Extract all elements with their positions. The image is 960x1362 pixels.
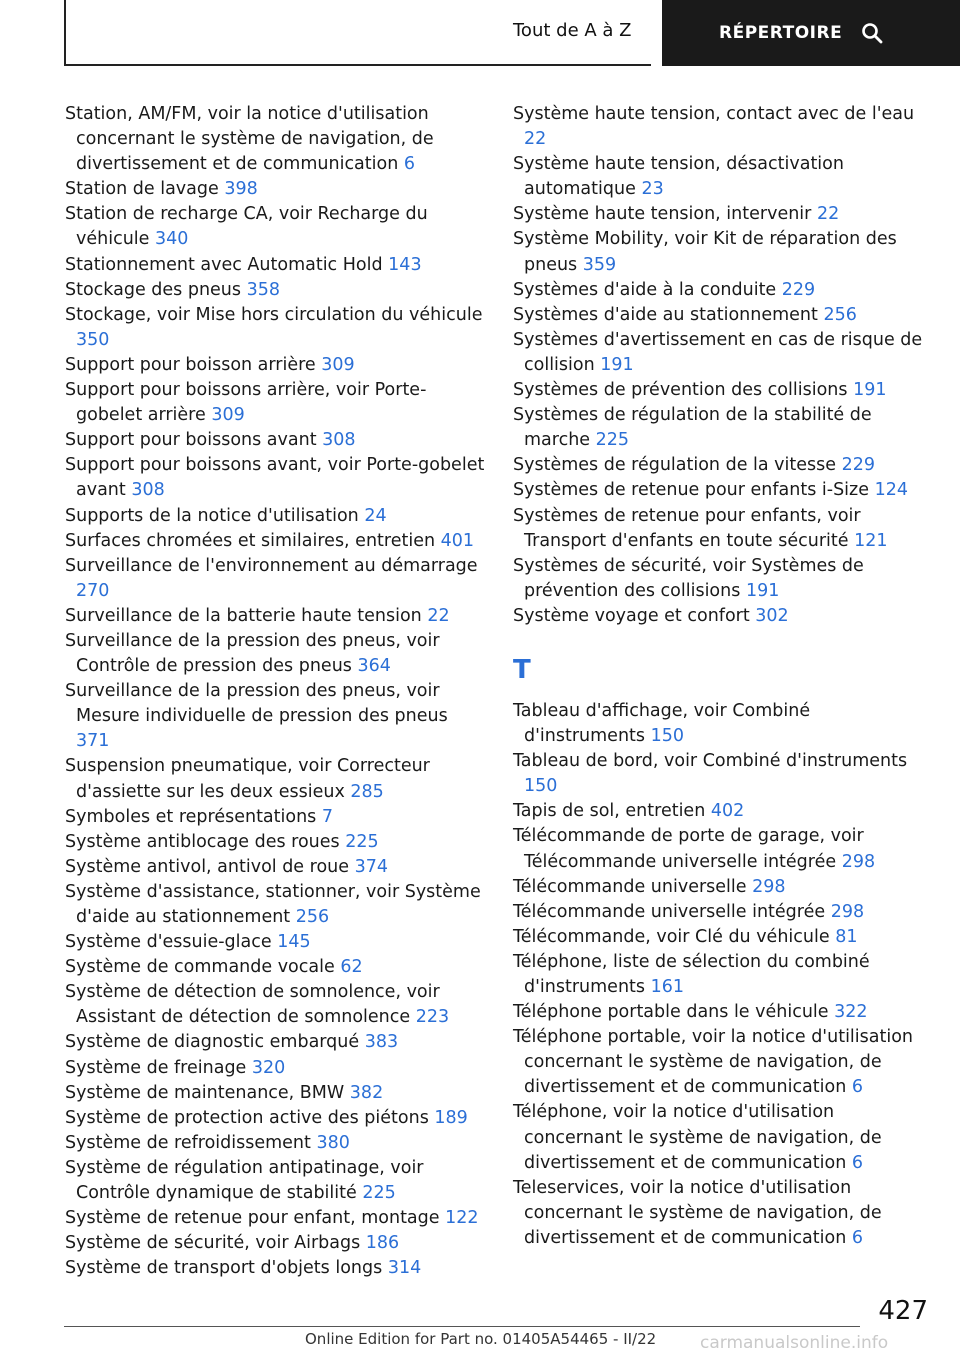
- page-link[interactable]: 189: [434, 1107, 468, 1128]
- page-link[interactable]: 6: [851, 1152, 864, 1173]
- page-link[interactable]: 143: [388, 254, 422, 275]
- entry-text: Systèmes de retenue pour enfants, voir Transport d'enfants en toute sécurité: [513, 505, 861, 551]
- entry-text: Tableau de bord, voir Combiné d'instruments: [513, 751, 908, 772]
- entry-text: Système de sécurité, voir Airbags: [65, 1233, 361, 1254]
- page-link[interactable]: 145: [277, 932, 311, 953]
- page-link[interactable]: 270: [76, 580, 110, 601]
- page-link[interactable]: 383: [364, 1032, 399, 1053]
- entry-text: Système de refroidissement: [65, 1132, 311, 1153]
- section-letter: T: [513, 654, 531, 685]
- index-entry: [513, 328, 933, 378]
- page-link[interactable]: 309: [321, 354, 355, 375]
- page-link[interactable]: 398: [224, 179, 258, 200]
- index-entry: [65, 202, 485, 252]
- index-entry: [513, 278, 933, 303]
- entry-text: Systèmes d'aide à la conduite: [513, 279, 777, 300]
- index-entry: [513, 152, 933, 202]
- entry-text: Système de diagnostic embarqué: [65, 1032, 360, 1053]
- page-link[interactable]: 298: [830, 901, 865, 922]
- index-entry: [65, 1106, 485, 1131]
- index-entry: [65, 453, 485, 503]
- entry-text: Supports de la notice d'utilisation: [65, 505, 359, 526]
- index-entry: [513, 1025, 933, 1100]
- entry-text: Téléphone, voir la notice d'utilisation concernant le système de navigation, de divertissement et de communication: [513, 1102, 882, 1173]
- index-entry: [65, 855, 485, 880]
- entry-text: Systèmes d'avertissement en cas de risque de collision: [513, 329, 923, 375]
- index-entry: [513, 202, 933, 227]
- entry-text: Système haute tension, intervenir: [513, 204, 812, 225]
- page-link[interactable]: 256: [823, 304, 857, 325]
- entry-text: Télécommande universelle: [513, 876, 747, 897]
- entry-text: Surveillance de la pression des pneus, voir Mesure individuelle de pression des pneus: [65, 681, 448, 727]
- index-entry: [65, 754, 485, 804]
- page-link[interactable]: 22: [524, 129, 547, 150]
- index-entry: [513, 378, 933, 403]
- page-link[interactable]: 225: [595, 430, 630, 451]
- page-link[interactable]: 309: [211, 405, 245, 426]
- index-entry: [513, 403, 933, 453]
- entry-text: Station, AM/FM, voir la notice d'utilisation concernant le système de navigation, de divertissement et de communication: [65, 104, 434, 175]
- index-entry: [513, 1176, 933, 1251]
- entry-text: Symboles et représentations: [65, 806, 317, 827]
- page-link[interactable]: 229: [781, 279, 816, 300]
- entry-text: Système de transport d'objets longs: [65, 1258, 383, 1279]
- entry-text: Systèmes de retenue pour enfants i-Size: [513, 480, 869, 501]
- index-entry: [513, 102, 933, 152]
- index-entry: [65, 529, 485, 554]
- page-link[interactable]: 225: [345, 831, 379, 852]
- tab-tout-de-a-a-z[interactable]: Tout de A à Z: [513, 20, 632, 41]
- entry-text: Surveillance de l'environnement au démarrage: [65, 555, 478, 576]
- index-entry: [513, 749, 933, 799]
- search-icon[interactable]: [860, 21, 884, 45]
- entry-text: Suspension pneumatique, voir Correcteur d'assiette sur les deux essieux: [65, 756, 430, 802]
- entry-text: Surfaces chromées et similaires, entretien: [65, 530, 436, 551]
- page-link[interactable]: 364: [357, 656, 391, 677]
- entry-text: Système d'essuie-glace: [65, 932, 272, 953]
- index-entry: [513, 900, 933, 925]
- index-entry: [65, 428, 485, 453]
- index-entry: [65, 253, 485, 278]
- page-link[interactable]: 186: [365, 1233, 400, 1254]
- page-number: 427: [878, 1296, 928, 1326]
- index-entry: [65, 805, 485, 830]
- index-entry: [65, 955, 485, 980]
- tab-repertoire[interactable]: [662, 0, 960, 66]
- entry-text: Support pour boissons avant, voir Porte-gobelet avant: [65, 455, 485, 501]
- index-entry: [65, 880, 485, 930]
- index-entry: [513, 604, 933, 629]
- page-link[interactable]: 358: [246, 279, 281, 300]
- page-link[interactable]: 124: [874, 480, 908, 501]
- page-link[interactable]: 308: [322, 430, 356, 451]
- index-entry: [513, 478, 933, 503]
- page-link[interactable]: 150: [524, 776, 558, 797]
- entry-text: Systèmes de prévention des collisions: [513, 380, 848, 401]
- index-entry: [65, 1256, 485, 1281]
- page-link[interactable]: 23: [641, 179, 664, 200]
- index-entry: [513, 504, 933, 554]
- page-link[interactable]: 340: [155, 229, 189, 250]
- page-link[interactable]: 24: [364, 505, 387, 526]
- index-entry: [513, 453, 933, 478]
- entry-text: Système de régulation antipatinage, voir Contrôle dynamique de stabilité: [65, 1157, 424, 1204]
- index-entry: [513, 554, 933, 604]
- page-link[interactable]: 350: [76, 329, 110, 350]
- page-link[interactable]: 150: [650, 726, 685, 747]
- entry-text: Système de retenue pour enfant, montage: [65, 1208, 440, 1229]
- index-entry: [513, 875, 933, 900]
- entry-text: Système d'assistance, stationner, voir Système d'aide au stationnement: [65, 881, 481, 927]
- index-entry: [513, 227, 933, 277]
- index-entry: [65, 930, 485, 955]
- entry-text: Téléphone, liste de sélection du combiné d'instruments: [513, 951, 870, 997]
- entry-text: Télécommande universelle intégrée: [513, 901, 826, 922]
- entry-text: Téléphone portable dans le véhicule: [513, 1002, 829, 1023]
- index-entry: [513, 1000, 933, 1025]
- page-link[interactable]: 401: [440, 530, 475, 551]
- entry-text: Station de lavage: [65, 179, 219, 200]
- entry-text: Système de protection active des piétons: [65, 1107, 429, 1128]
- page-link[interactable]: 191: [745, 580, 780, 601]
- page-link[interactable]: 402: [710, 801, 745, 822]
- index-entry: [65, 278, 485, 303]
- page-link[interactable]: 285: [350, 781, 384, 802]
- page-link[interactable]: 22: [427, 605, 450, 626]
- page-link[interactable]: 223: [415, 1007, 450, 1028]
- index-entry: [65, 1231, 485, 1256]
- page-link[interactable]: 225: [362, 1183, 396, 1204]
- entry-text: Support pour boissons avant: [65, 430, 317, 451]
- entry-text: Systèmes de sécurité, voir Systèmes de prévention des collisions: [513, 555, 864, 601]
- index-entry: [65, 1056, 485, 1081]
- entry-text: Teleservices, voir la notice d'utilisation concernant le système de navigation, de divertissement et de communication: [513, 1177, 882, 1248]
- page-link[interactable]: 81: [835, 926, 858, 947]
- entry-text: Télécommande, voir Clé du véhicule: [513, 926, 830, 947]
- page-link[interactable]: 371: [76, 731, 110, 752]
- entry-text: Systèmes de régulation de la vitesse: [513, 455, 837, 476]
- page-link[interactable]: 320: [251, 1057, 286, 1078]
- entry-text: Système Mobility, voir Kit de réparation des pneus: [513, 229, 897, 275]
- page-link[interactable]: 298: [752, 876, 786, 897]
- index-entry: [513, 303, 933, 328]
- page-link[interactable]: 122: [445, 1208, 479, 1229]
- page-link[interactable]: 191: [853, 380, 887, 401]
- entry-text: Système haute tension, contact avec de l'eau: [513, 104, 915, 124]
- page-link[interactable]: 62: [340, 957, 363, 978]
- entry-text: Télécommande de porte de garage, voir Télécommande universelle intégrée: [513, 826, 864, 872]
- footer-divider: [64, 1326, 860, 1327]
- index-entry: [65, 554, 485, 604]
- page-header: [64, 0, 960, 66]
- index-entry: [65, 830, 485, 855]
- page-link[interactable]: 22: [816, 204, 840, 225]
- page-link[interactable]: 374: [354, 856, 389, 877]
- entry-text: Surveillance de la pression des pneus, voir Contrôle de pression des pneus: [65, 630, 440, 677]
- entry-text: Stationnement avec Automatic Hold: [65, 254, 383, 275]
- entry-text: Surveillance de la batterie haute tension: [65, 605, 422, 626]
- page-link[interactable]: 380: [316, 1132, 350, 1153]
- index-entry: [65, 177, 485, 202]
- entry-text: Support pour boissons arrière, voir Porte-gobelet arrière: [65, 380, 427, 426]
- entry-text: Systèmes de régulation de la stabilité de marche: [513, 405, 872, 451]
- index-entry: [65, 980, 485, 1030]
- page-link[interactable]: 382: [349, 1082, 384, 1103]
- entry-text: Tapis de sol, entretien: [513, 801, 706, 822]
- index-entry: [65, 303, 485, 353]
- footer-edition: Online Edition for Part no. 01405A54465 - II/22: [305, 1330, 657, 1348]
- entry-text: Système antivol, antivol de roue: [65, 856, 350, 877]
- index-entry: [65, 1030, 485, 1055]
- entry-text: Téléphone portable, voir la notice d'utilisation concernant le système de navigation, de divertissement et de communication: [513, 1027, 914, 1098]
- index-entry: [513, 824, 933, 874]
- page-link[interactable]: 191: [600, 354, 634, 375]
- index-entry: [65, 378, 485, 428]
- index-entry: [513, 699, 933, 749]
- index-entry: [513, 950, 933, 1000]
- entry-text: Système haute tension, désactivation automatique: [513, 154, 844, 200]
- index-entry: [65, 679, 485, 754]
- entry-text: Systèmes d'aide au stationnement: [513, 304, 818, 325]
- entry-text: Support pour boisson arrière: [65, 354, 316, 375]
- entry-text: Système de maintenance, BMW: [65, 1082, 345, 1103]
- index-entry: [65, 102, 485, 177]
- page-link[interactable]: 7: [321, 806, 334, 827]
- index-column-right: [513, 102, 933, 1251]
- page-link[interactable]: 302: [755, 605, 789, 626]
- entry-text: Système antiblocage des roues: [65, 831, 340, 852]
- entry-text: Station de recharge CA, voir Recharge du véhicule: [65, 204, 428, 250]
- page-link[interactable]: 298: [841, 851, 876, 872]
- index-entry: [65, 1156, 485, 1206]
- page-link[interactable]: 314: [387, 1258, 422, 1279]
- entry-text: Stockage, voir Mise hors circulation du véhicule: [65, 304, 483, 325]
- page-link[interactable]: 229: [841, 455, 876, 476]
- index-entry: [65, 629, 485, 679]
- entry-text: Système voyage et confort: [513, 605, 750, 626]
- page-link[interactable]: 256: [295, 907, 330, 927]
- index-entry: [513, 1100, 933, 1175]
- page-link[interactable]: 6: [851, 1227, 864, 1248]
- index-entry: [65, 1131, 485, 1156]
- index-entry: [65, 1206, 485, 1231]
- index-entry: [513, 799, 933, 824]
- index-entry: [65, 353, 485, 378]
- entry-text: Système de détection de somnolence, voir Assistant de détection de somnolence: [65, 982, 440, 1028]
- entry-text: Tableau d'affichage, voir Combiné d'instruments: [513, 700, 811, 747]
- index-entry: [513, 925, 933, 950]
- section-label: RÉPERTOIRE: [719, 23, 843, 43]
- page-link[interactable]: 308: [131, 480, 165, 501]
- entry-text: Système de freinage: [65, 1057, 247, 1078]
- index-column-left: [65, 102, 485, 1281]
- index-group-t: [513, 699, 933, 1251]
- watermark: carmanualsonline.info: [700, 1333, 889, 1353]
- entry-text: Système de commande vocale: [65, 957, 335, 978]
- index-entry: [65, 604, 485, 629]
- entry-text: Stockage des pneus: [65, 279, 242, 300]
- page-link[interactable]: 359: [582, 254, 617, 275]
- index-entry: [65, 1081, 485, 1106]
- page-link[interactable]: 6: [851, 1077, 864, 1098]
- page-link[interactable]: 6: [403, 154, 416, 175]
- page-link[interactable]: 121: [854, 530, 888, 551]
- page-link[interactable]: 161: [650, 977, 685, 997]
- page-link[interactable]: 322: [834, 1002, 868, 1023]
- index-group-s: [513, 102, 933, 629]
- index-entry: [65, 504, 485, 529]
